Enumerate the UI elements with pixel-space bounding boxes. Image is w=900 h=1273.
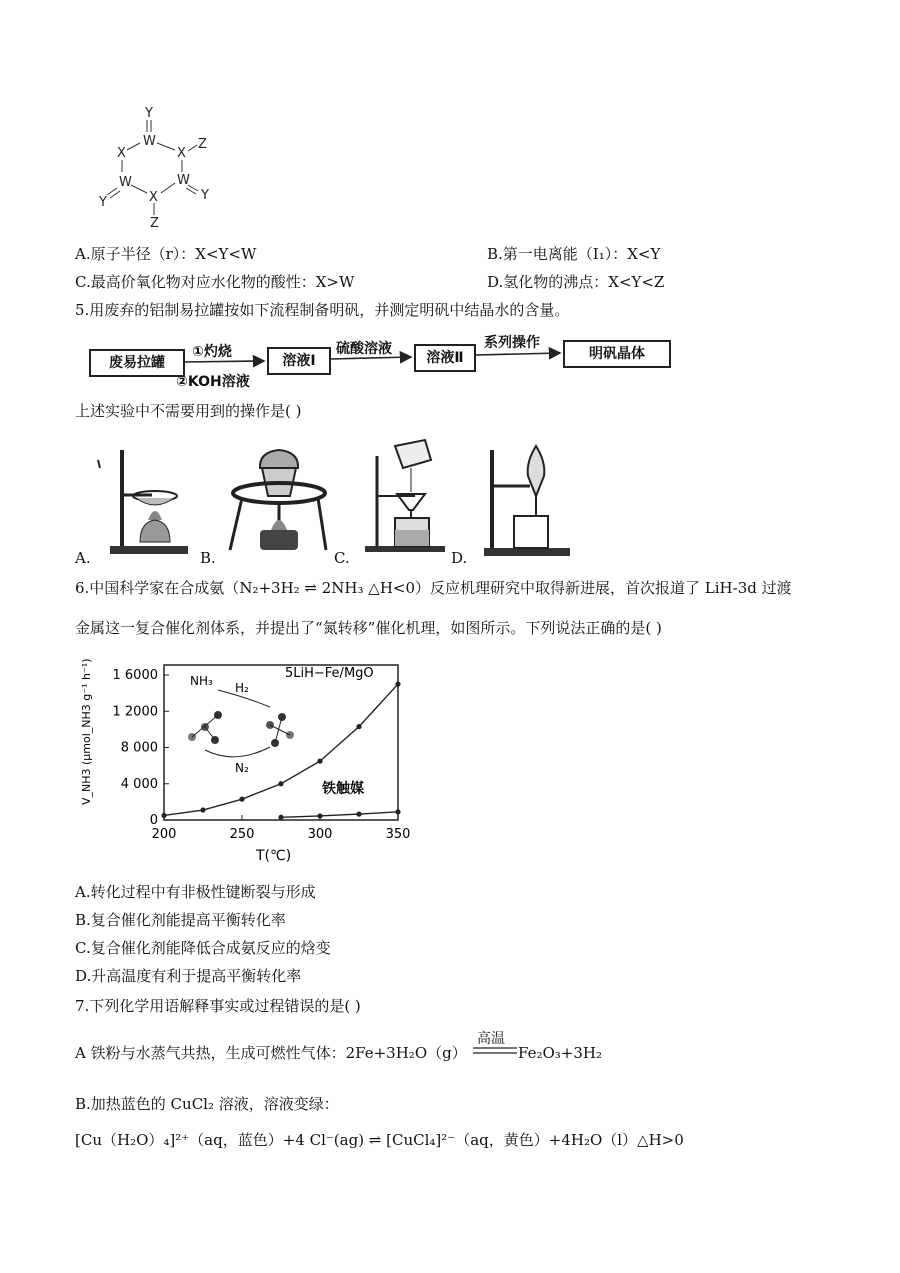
series-label-2: 铁触媒 [322,781,364,797]
series-point [356,724,361,729]
flow-arrows [0,0,900,420]
inset-nh3: NH₃ [190,674,213,688]
y-tick-label: 1 6000 [112,668,158,683]
ring-atom: Y [145,106,153,121]
q7-equals-sign [473,1046,517,1056]
q7-option-b-equation: [Cu（H₂O）₄]²⁺（aq，蓝色）+4 Cl⁻(ag) ⇌ [CuCl₄]²⁻（aq，黄色）+4H₂O（l）△H>0 [75,1131,684,1149]
flow-box-3: 溶液Ⅱ [414,344,476,372]
ring-atom: Z [150,216,159,230]
series-point [395,809,400,814]
q6-option-c: C.复合催化剂能降低合成氨反应的焓变 [75,939,331,957]
x-tick-label: 250 [229,827,255,842]
y-tick-label: 0 [149,813,158,828]
q6-option-d: D.升高温度有利于提高平衡转化率 [75,967,302,985]
q7-option-a-condition: 高温 [477,1031,505,1047]
flow-step-3: 系列操作 [484,335,540,351]
inset-h2: H₂ [235,681,249,695]
ring-atom: Y [201,188,209,203]
ring-atom: X [177,146,186,161]
series-point [317,758,322,763]
apparatus-d-label: D. [451,549,468,567]
series-point [317,813,322,818]
mechanism-inset [188,674,294,775]
apparatus-a-label: A. [75,549,91,567]
flow-box-2: 溶液Ⅰ [267,347,331,375]
ring-atom: X [117,146,126,161]
q6-stem-line1: 6.中国科学家在合成氨（N₂+3H₂ ⇌ 2NH₃ △H<0）反应机理研究中取得新进展，首次报道了 LiH-3d 过渡 [75,579,792,597]
apparatus-b-crucible [222,438,337,558]
q7-stem: 7.下列化学用语解释事实或过程错误的是( ) [75,997,361,1015]
flow-step-1a: ①灼烧 [192,344,232,360]
series-point [161,813,166,818]
series-point [200,807,205,812]
q5-question: 上述实验中不需要用到的操作是( ) [75,402,302,420]
x-tick-label: 200 [151,827,177,842]
ring-atom: W [143,134,156,149]
series-point [239,797,244,802]
q4-option-a: A.原子半径（r）：X<Y<W [75,245,257,263]
ring-atom: X [149,190,158,205]
q7-option-a-product: Fe₂O₃+3H₂ [518,1044,602,1062]
series-point [278,815,283,820]
x-tick-label: 350 [385,827,411,842]
ring-atom: Z [198,137,207,152]
q7-option-b-text: B.加热蓝色的 CuCl₂ 溶液，溶液变绿： [75,1095,339,1113]
series-line-2 [281,812,398,817]
q7-option-a-text: A 铁粉与水蒸气共热，生成可燃性气体：2Fe+3H₂O（g） [75,1044,467,1062]
series-point [395,681,400,686]
x-axis-label: T(℃) [256,848,292,864]
q4-option-d: D.氢化物的沸点：X<Y<Z [487,273,665,291]
ammonia-rate-chart [70,655,420,870]
inset-n2: N₂ [235,761,249,775]
ring-atom: Y [99,195,107,210]
q6-stem-line2: 金属这一复合催化剂体系，并提出了“氮转移”催化机理，如图所示。下列说法正确的是( ) [75,619,662,637]
flow-box-1: 废易拉罐 [89,349,185,377]
series-point [278,781,283,786]
ring-atom: W [177,173,190,188]
series-point [356,812,361,817]
x-tick-label: 300 [307,827,333,842]
flow-box-4: 明矾晶体 [563,340,671,368]
y-tick-label: 4 000 [120,776,158,792]
ring-atom: W [119,175,132,190]
flow-step-1b: ②KOH溶液 [176,374,250,390]
q6-option-b: B.复合催化剂能提高平衡转化率 [75,911,286,929]
apparatus-c-filtration [355,438,450,558]
q4-option-b: B.第一电离能（I₁）：X<Y [487,245,661,263]
apparatus-c-label: C. [334,549,350,567]
y-axis-label: V_NH3 (μmol_NH3 g⁻¹ h⁻¹) [80,658,93,805]
q4-option-c: C.最高价氧化物对应水化物的酸性：X>W [75,273,355,291]
apparatus-a-evaporating [92,430,192,560]
q5-stem: 5.用废弃的铝制易拉罐按如下流程制备明矾，并测定明矾中结晶水的含量。 [75,301,570,319]
q6-option-a: A.转化过程中有非极性键断裂与形成 [75,883,316,901]
apparatus-d-separatory-funnel [478,438,573,560]
y-tick-label: 1 2000 [112,704,158,720]
flow-step-2: 硫酸溶液 [336,341,392,357]
series-label-1: 5LiH−Fe/MgO [285,666,374,681]
apparatus-b-label: B. [200,549,216,567]
y-tick-label: 8 000 [120,740,158,756]
